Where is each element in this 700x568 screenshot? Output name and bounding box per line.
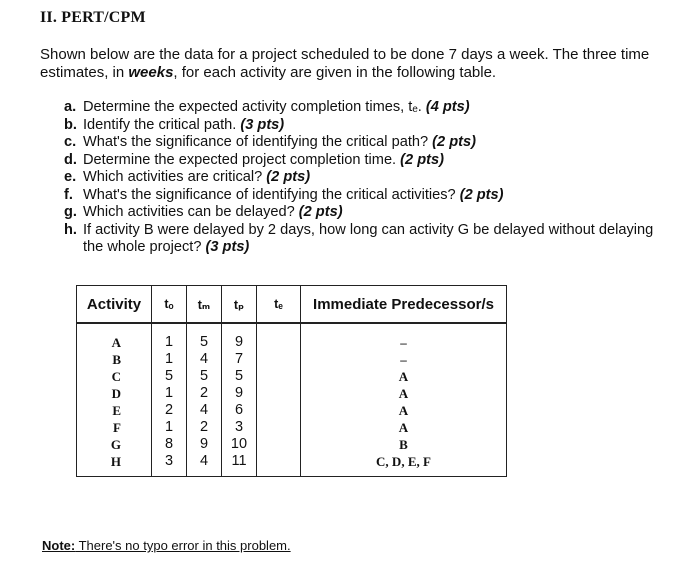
table-cell: 4 <box>199 351 209 367</box>
table-cell: – <box>400 335 407 350</box>
question-letter: e. <box>64 169 77 185</box>
table-cell: D <box>111 386 121 401</box>
table-cell: 1 <box>164 385 174 401</box>
question-letter: b. <box>64 116 77 133</box>
question-item <box>64 99 674 117</box>
tm-column <box>187 323 222 477</box>
question-item <box>64 169 674 187</box>
question-item <box>64 187 674 205</box>
table-cell: 2 <box>199 419 209 435</box>
question-points: (2 pts) <box>298 204 343 220</box>
intro-text-after: , for each activity are given in the following table. <box>173 64 497 81</box>
question-item <box>64 134 674 152</box>
question-text: What's the significance of identifying the critical activities? <box>83 186 460 203</box>
activity-table <box>76 285 507 477</box>
question-text: Which activities are critical? <box>83 169 267 185</box>
question-text: Identify the critical path. <box>83 116 241 133</box>
table-cell <box>257 419 300 436</box>
table-cell: 5 <box>164 368 174 384</box>
table-cell: 3 <box>164 453 174 469</box>
table-cell: A <box>398 403 409 418</box>
table-cell: 1 <box>164 419 174 435</box>
table-cell: A <box>111 335 121 350</box>
question-text: What's the significance of identifying the critical path? <box>83 134 433 150</box>
table-cell <box>257 385 300 402</box>
table-cell: E <box>112 403 121 418</box>
question-text: Determine the expected project completion time. <box>83 151 401 168</box>
table-cell: 5 <box>199 368 209 384</box>
table-header-row <box>77 286 507 324</box>
question-points: (2 pts) <box>459 186 504 203</box>
table-cell: 5 <box>234 368 244 384</box>
intro-paragraph <box>40 46 670 82</box>
header-to: tₒ <box>152 286 187 324</box>
question-list <box>64 99 674 257</box>
table-cell: – <box>400 352 407 367</box>
table-cell <box>257 436 300 453</box>
table-cell <box>257 368 300 385</box>
question-points: (2 pts) <box>266 169 311 185</box>
table-cell: 6 <box>234 402 244 418</box>
table-cell: 1 <box>164 351 174 367</box>
question-item <box>64 222 674 257</box>
question-points: (3 pts) <box>240 116 285 133</box>
table-cell: H <box>110 454 121 469</box>
table-cell: 2 <box>164 402 174 418</box>
question-letter: a. <box>64 99 77 115</box>
table-cell <box>257 402 300 419</box>
table-cell: C, D, E, F <box>376 454 431 469</box>
table-cell: 9 <box>199 436 209 452</box>
predecessor-column <box>301 323 507 477</box>
question-letter: c. <box>64 134 77 150</box>
question-text: Determine the expected activity completion times, tₑ. <box>83 99 426 115</box>
question-letter: g. <box>64 204 77 220</box>
question-points: (4 pts) <box>425 99 470 115</box>
question-points: (3 pts) <box>205 239 250 255</box>
section-title: II. PERT/CPM <box>40 9 146 26</box>
table-cell <box>257 453 300 470</box>
question-letter: f. <box>64 186 73 203</box>
table-cell: A <box>398 386 409 401</box>
header-predecessor: Immediate Predecessor/s <box>301 286 507 324</box>
question-points: (2 pts) <box>400 151 444 168</box>
table-body-row <box>77 323 507 477</box>
table-cell: 7 <box>234 351 244 367</box>
question-points: (2 pts) <box>432 134 476 150</box>
to-column <box>152 323 187 477</box>
tp-column <box>222 323 257 477</box>
table-cell: 4 <box>199 402 209 418</box>
question-item <box>64 204 674 222</box>
table-cell: 5 <box>199 334 209 350</box>
table-cell: 10 <box>230 436 248 452</box>
table-cell: F <box>113 420 121 435</box>
table-cell: 9 <box>234 334 244 350</box>
question-text: Which activities can be delayed? <box>83 204 299 220</box>
intro-text-before: Shown below are the data for a project scheduled to be done 7 days a week. The three time estimates, in <box>40 46 650 81</box>
question-item <box>64 152 674 170</box>
table-cell: B <box>112 352 121 367</box>
table-cell: 1 <box>164 334 174 350</box>
question-item <box>64 117 674 135</box>
header-tp: tₚ <box>222 286 257 324</box>
table-cell: B <box>399 437 408 452</box>
question-text: If activity B were delayed by 2 days, how long can activity G be delayed without delaying the whole project? <box>83 221 654 255</box>
table-cell: 8 <box>164 436 174 452</box>
header-te: tₑ <box>257 286 301 324</box>
note-label: Note: <box>42 538 76 553</box>
table-cell <box>257 334 300 351</box>
table-cell: 11 <box>231 453 247 469</box>
note <box>42 538 291 553</box>
te-column <box>257 323 301 477</box>
question-letter: h. <box>64 221 77 238</box>
table-cell: A <box>398 420 409 435</box>
activity-column <box>77 323 152 477</box>
table-cell: 4 <box>199 453 209 469</box>
intro-emphasis: weeks <box>128 64 174 81</box>
table-cell: A <box>398 369 409 384</box>
note-text: There's no typo error in this problem. <box>75 538 291 553</box>
table-cell: 2 <box>199 385 209 401</box>
table-cell: 9 <box>234 385 244 401</box>
table-cell: C <box>111 369 121 384</box>
question-letter: d. <box>64 151 77 168</box>
table-cell: G <box>110 437 121 452</box>
table-cell <box>257 351 300 368</box>
header-activity: Activity <box>77 286 152 324</box>
header-tm: tₘ <box>187 286 222 324</box>
table-cell: 3 <box>234 419 244 435</box>
